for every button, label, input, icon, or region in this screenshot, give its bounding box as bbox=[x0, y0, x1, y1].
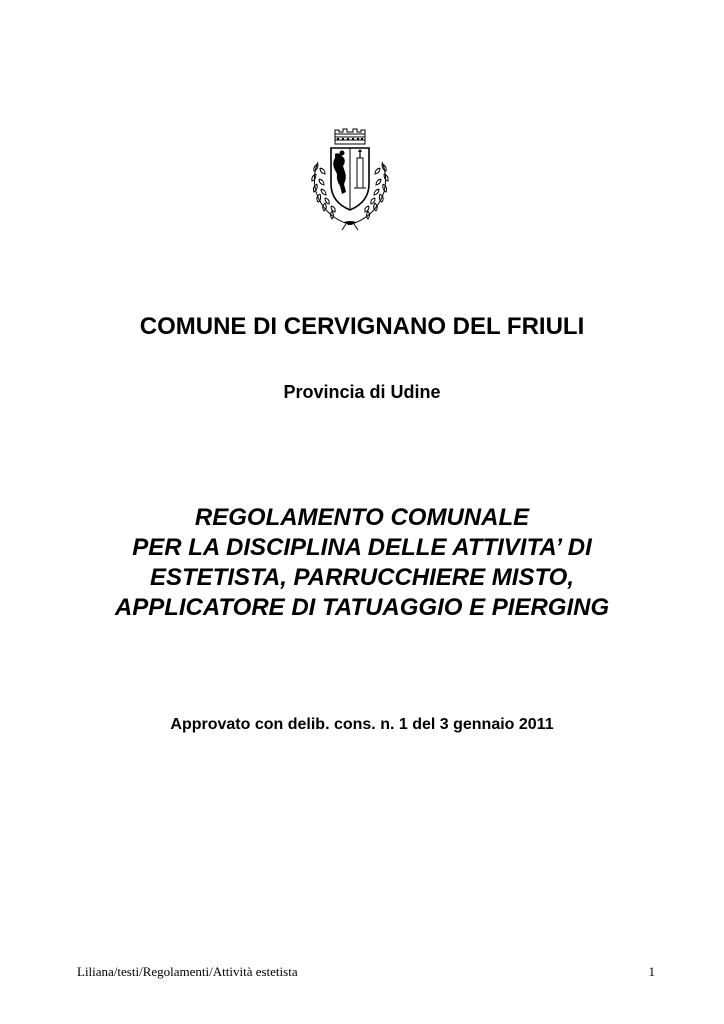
regulation-title-line: APPLICATORE DI TATUAGGIO E PIERGING bbox=[114, 594, 610, 621]
regulation-title bbox=[0, 503, 724, 623]
regulation-title-line: PER LA DISCIPLINA DELLE ATTIVITA’ DI bbox=[132, 534, 592, 561]
province-subtitle: Provincia di Udine bbox=[283, 382, 441, 402]
municipality-title: COMUNE DI CERVIGNANO DEL FRIULI bbox=[139, 313, 585, 340]
regulation-title-line: ESTETISTA, PARRUCCHIERE MISTO, bbox=[149, 564, 575, 591]
regulation-title-line: REGOLAMENTO COMUNALE bbox=[194, 504, 530, 531]
municipal-coat-of-arms-icon bbox=[304, 128, 396, 232]
crest bbox=[304, 128, 396, 232]
approval-note: Approvato con delib. cons. n. 1 del 3 gennaio 2011 bbox=[170, 716, 554, 733]
footer-file-path: Liliana/testi/Regolamenti/Attività estetista bbox=[77, 964, 298, 979]
footer-page-number: 1 bbox=[648, 964, 655, 979]
